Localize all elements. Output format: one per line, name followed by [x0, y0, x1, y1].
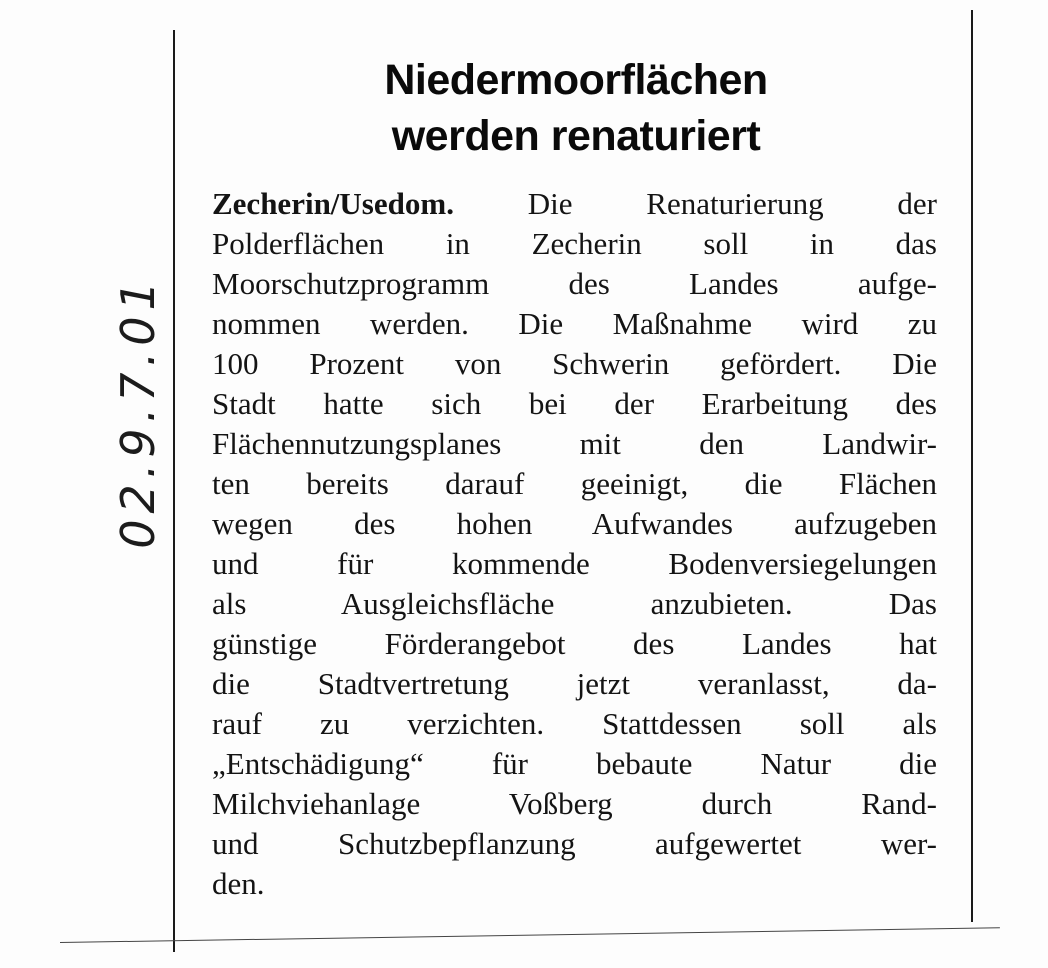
- body-line: und Schutzbepflanzung aufgewertet wer-: [212, 826, 937, 861]
- body-line: Moorschutzprogramm des Landes aufge-: [212, 266, 937, 301]
- article-headline: [296, 52, 856, 164]
- body-line: rauf zu verzichten. Stattdessen soll als: [212, 706, 937, 741]
- left-column-rule: [173, 30, 175, 952]
- body-line: wegen des hohen Aufwandes aufzugeben: [212, 506, 937, 541]
- body-line: „Entschädigung“ für bebaute Natur die: [212, 746, 937, 781]
- bottom-cut-edge: [60, 927, 1000, 943]
- dateline: Zecherin/Usedom.: [212, 186, 454, 221]
- body-line: den.: [212, 866, 265, 901]
- headline-line: Niedermoorflächen: [384, 56, 768, 104]
- body-line: Flächennutzungsplanes mit den Landwir-: [212, 426, 937, 461]
- body-line: als Ausgleichsfläche anzubieten. Das: [212, 586, 937, 621]
- body-line: die Stadtvertretung jetzt veranlasst, da-: [212, 666, 937, 701]
- body-line-text: Die Renaturierung der: [453, 186, 937, 221]
- body-line: günstige Förderangebot des Landes hat: [212, 626, 937, 661]
- handwritten-date: 02.9.7.01: [111, 275, 165, 549]
- right-column-rule: [971, 10, 973, 922]
- body-line: 100 Prozent von Schwerin gefördert. Die: [212, 346, 937, 381]
- article-body: [212, 184, 937, 904]
- body-line: Polderflächen in Zecherin soll in das: [212, 226, 937, 261]
- headline-line: werden renaturiert: [391, 112, 761, 160]
- body-line: [212, 184, 937, 224]
- body-line: und für kommende Bodenversiegelungen: [212, 546, 937, 581]
- body-line: ten bereits darauf geeinigt, die Flächen: [212, 466, 937, 501]
- body-line: Stadt hatte sich bei der Erarbeitung des: [212, 386, 937, 421]
- body-line: nommen werden. Die Maßnahme wird zu: [212, 306, 937, 341]
- body-line: Milchviehanlage Voßberg durch Rand-: [212, 786, 937, 821]
